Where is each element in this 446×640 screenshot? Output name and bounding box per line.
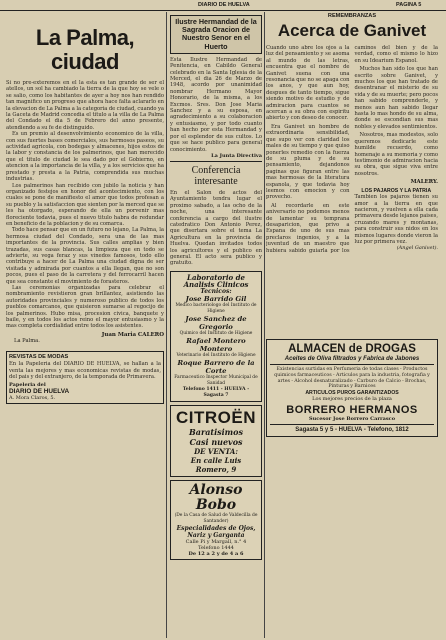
- alonso-telephone: Telefono 1444: [198, 544, 234, 551]
- lab-telephone: Telefono 1411 - HUELVA - Sagasta 7: [182, 386, 250, 398]
- page-header: [0, 0, 446, 11]
- alonso-name: Alonso Bobo: [189, 481, 243, 513]
- lab-role: Quimico del Instituto de Higiene: [179, 330, 253, 336]
- citroen-line: Baratisimos: [189, 426, 243, 437]
- article-paragraph: Si no pre-exteremos en el la esta es tan grande de ser el atellos, un sol ha cambiado la tierra de la que hoy se vele o se salio, como los habitantes de ayer a hoy nos han rendido tan magnifico un progreso que ahora hace falta aclararlo en la elevacion de La Palma a la categoria de ciudad, cuando ya la Gaceta de Madrid concedia el titulo a la villa de La Palma del Condado el dia 5 de Febrero del anno presente, atendiendo a su fe de distinguido.: [6, 80, 164, 131]
- ganivet-article: [266, 45, 438, 335]
- borrero-address: Sagasta 5 y 5 - HUELVA - Telefono, 1812: [295, 427, 409, 434]
- hermandad-text: Esta Ilustre Hermandad de Penitencia, en Cabildo General celebrado en la Santa Iglesia de la Merced, el dia 26 de Marzo de 1948, acordo por unanimidad nombrar Hermano Mayor Honorario, de la misma, a los Excmos. Sres. Don Jose Maria Sanchez y a su esposa, en agradecimiento a su colaboracion y entusiasmo, y por todo cuanto han hecho por esta Hermandad y por el esplendor de sus cultos. Lo que se hace publico para general conocimiento.: [170, 56, 262, 153]
- citroen-brand: CITROËN: [176, 407, 256, 427]
- lab-role: Farmaceutico Inspector Municipal de Sanidad: [174, 374, 258, 386]
- lab-role: Veterinario del Instituto de Higiene: [176, 352, 256, 358]
- almacen-line: ARTICULOS PUROS GARANTIZADOS: [305, 390, 399, 397]
- patria-title: LOS PAJAROS Y LA PATRIA: [361, 188, 432, 195]
- conferencia-text: En el Salon de actos del Ayuntamiento tendra lugar el proximo sabado, a las ocho de la noche, una interesante conferencia a cargo del ilustre catedratico Don Antonio Perez, que disertara sobre el tema La Agricultura en la provincia de Huelva. Quedan invitados todos los agricultores y el publico en general. El acto sera publico y gratuito.: [170, 189, 262, 267]
- patria-signature: (Angel Ganivet).: [396, 245, 438, 252]
- hermandad-box: [170, 15, 262, 54]
- borrero-sucesor: Sucesor Jose Borrero Carrasco: [308, 416, 396, 423]
- article-paragraph: Nosotros, mas modestos, solo queremos dedicarle este humilde recuerdo, como homenaje a su memoria y como testimonio de admiracion hacia su obra, que sigue viva entre nosotros.: [354, 132, 438, 177]
- citroen-address: En calle Luis Romero, 9: [190, 455, 242, 474]
- ad-revistas-text: En la Papeleria del DIARIO DE HUELVA, se hallan a la venta las mejores y mas economicas revistas de modas, del pais y del extranjero, de la temporada de Primavera.: [9, 361, 161, 381]
- almacen-ad: [266, 339, 438, 437]
- conferencia-title: Conferencia interesante: [191, 164, 241, 187]
- alonso-ad: [170, 480, 262, 560]
- almacen-price: Los mejores precios de la plaza: [312, 396, 392, 403]
- column-divider: [264, 12, 265, 638]
- hermandad-title: Ilustre Hermandad de la Sagrada Oracion de Nuestro Senor en el Huerto: [175, 17, 257, 51]
- citroen-line: DE VENTA:: [194, 446, 238, 456]
- almacen-title: ALMACEN de DROGAS: [288, 343, 416, 355]
- article-paragraph: Muchos han sido los que han escrito sobre Ganivet, y muchos los que han tratado de desentranar el misterio de su vida y de su muerte; pero pocos han sabido comprenderle, y menos aun han sabido llegar hasta lo mas hondo de su alma, donde se escondian sus mas nobles y elevados sentimientos.: [354, 66, 438, 130]
- patria-text: Tambien los pajaros tienen su amor a la tierra en que nacieron, y vuelven a ella cada primavera desde lejanos paises, cruzando mares y montanas, para construir sus nidos en los mismos lugares donde vieron la luz por primera vez.: [354, 194, 438, 245]
- lab-subtitle: Tecnicos:: [200, 287, 232, 295]
- ad-papeleria-title: Papeleria del: [9, 382, 46, 389]
- ads-row: [6, 348, 164, 408]
- divider: [270, 424, 434, 425]
- citroen-line: Casi nuevos: [189, 436, 243, 447]
- column-divider: [166, 12, 167, 638]
- ad-papeleria-addr: A. Mora Claros, 5.: [9, 395, 56, 402]
- alonso-sub: (De la Casa de Salud de Valdecilla de Santander): [174, 512, 258, 524]
- alonso-address: Calle Pi y Margall, n.° 4: [185, 538, 247, 545]
- article-paragraph: Era Ganivet un hombre de extraordinaria sensibilidad, que supo ver con claridad los males de su tiempo y que quiso ponerles remedio con la fuerza de su pluma y de su pensamiento, dejandonos paginas que figuran entre las mas hermosas de la literatura espanola, y que todavia hoy leemos con emocion y con provecho.: [266, 123, 350, 201]
- alonso-specialty: Especialidades de Ojos, Nariz y Garganta: [176, 524, 256, 539]
- article-signature: MALERY.: [410, 179, 438, 186]
- hermandad-signature: La Junta Directiva: [211, 152, 262, 159]
- divider: [170, 161, 262, 162]
- article-paragraph: Todo hace pensar que en un futuro no lejano, La Palma, la hermosa ciudad del Condado, sera una de las mas importantes de la provincia. Sus calles amplias y bien trazadas, sus casas blancas, la limpieza que en todo se advierte, su vega feraz y sus vinedos famosos, todo ello contribuye a hacer de La Palma una ciudad digna de ser visitada y admirada por cuantos a ella llegan, que no son pocos, pues el paso de la carretera y del ferrocarril hacen que sea constante el movimiento de forasteros.: [6, 227, 164, 285]
- lab-person: Jose Barrido Gil: [185, 294, 247, 303]
- header-right: PAGINA 5: [396, 2, 422, 8]
- header-center: DIARIO DE HUELVA: [198, 2, 250, 8]
- article-paragraph: Cuando uno abre los ojos a la luz del pensamiento y se asoma al mundo de las letras, encuentra que el nombre de Ganivet suena con una resonancia que no se apaga con los anos, y que aun hoy, despues de tanto tiempo, sigue siendo motivo de estudio y de admiracion para cuantos se acercan a su obra con espiritu abierto y con deseo de conocer.: [266, 45, 350, 122]
- ad-revistas: [6, 351, 164, 405]
- article-paragraph: Las ceremonias organizadas para celebrar el nombramiento revistieron gran brillantez, asistiendo las autoridades provinciales y numeroso publico de todos los pueblos comarcanos, que quisieron sumarse al regocijo de los palmerinos. Hubo misa, procesion civica, banquete y baile, y en todos los actos reino el mayor entusiasmo y la mas completa cordialidad entre todos los asistentes.: [6, 285, 164, 330]
- lab-person: Jose Sanchez de Gregorio: [185, 314, 247, 331]
- lab-person: Roque Barrero de la Corte: [177, 358, 255, 375]
- lab-role: Medico bacteriologo del Instituto de Higiene: [175, 302, 257, 314]
- lab-person: Rafael Montero Montero: [186, 336, 246, 353]
- alonso-hours: De 12 a 2 y de 4 a 6: [188, 550, 244, 557]
- section-label: REMEMBRANZAS: [327, 13, 377, 19]
- article-title: La Palma, ciudad: [35, 25, 135, 74]
- almacen-text: Existencias surtidas en Perfumeria de todas clases - Productos quimicos farmaceuticos - Articulos para la industria, fotografia y artes - Alcohol desnaturalizado - Carburo de Calcio - Brochas, Pinturas y Barnices: [274, 367, 430, 390]
- ad-revistas-title: REVISTAS DE MODAS: [9, 353, 69, 360]
- laboratorio-ad: [170, 271, 262, 402]
- divider: [270, 364, 434, 365]
- article-paragraph: Al recordarle en este aniversario no podemos menos de lamentar su temprana desaparicion, que privo a Espana de uno de sus mas preclaros ingenios, y a la juventud de un maestro que hubiera sabido guiarla por los caminos del bien y de la verdad, como el mismo lo hizo en su Idearium Espanol.: [266, 45, 438, 254]
- borrero-name: BORRERO HERMANOS: [286, 404, 418, 417]
- column-right: [266, 12, 438, 638]
- column-left: [6, 12, 164, 638]
- column-middle: [170, 12, 262, 638]
- almacen-subtitle: Aceites de Oliva filtrados y Fabrica de Jabones: [284, 356, 420, 362]
- article-paragraph: Es un premio al desenvolvimiento economico de la villa, con sus fuertes bases comerciales, sus hermosos paseos, su actividad agricola, con bodegas y almacenes, hijos estos de la labor y constancia de los palmerinos, que han merecido que el titulo de ciudad le sea dado por el Gobierno, en atencion a la importancia de la villa, y a los servicios que ha prestado y presta a la Patria, comprendida sus muchas industrias.: [6, 131, 164, 183]
- ad-papeleria-name: DIARIO DE HUELVA: [9, 388, 70, 396]
- article-signature: Juan Maria CALERO: [101, 331, 164, 338]
- article-place: La Palma.: [14, 337, 40, 344]
- lab-title: Laboratorio de Analisis Clinicos: [183, 272, 249, 290]
- citroen-ad: [170, 405, 262, 477]
- article-title: Acerca de Ganivet: [277, 21, 427, 40]
- article-paragraph: Los palmerinos han recibido con jubilo la noticia y han organizado festejos en honor del acontecimiento, con los cuales se pone de manifiesto el amor que todos profesan a su pueblo y la satisfaccion que sienten por la merced que se les ha otorgado, esperando de ella un porvenir mas floreciente todavia, pues el nuevo titulo habra de redundar en beneficio de la poblacion y de su comarca.: [6, 182, 164, 227]
